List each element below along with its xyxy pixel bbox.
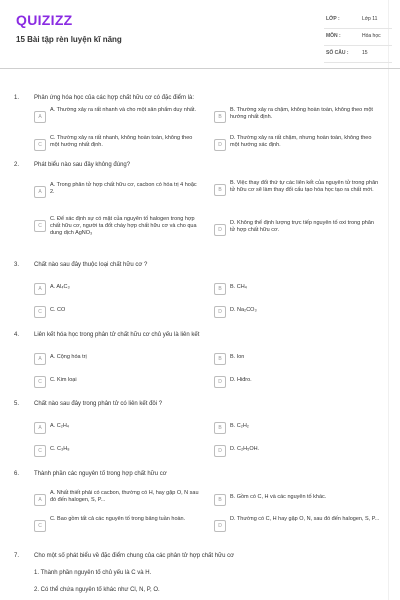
option-text: C. C₃H₈ [50, 446, 70, 452]
option-letter: D [214, 376, 226, 388]
option-text: D. Na₂CO₃ [230, 307, 257, 313]
option-letter: B [214, 422, 226, 434]
option-letter: A [34, 422, 46, 434]
statement-1: 1. Thành phần nguyên tố chủ yếu là C và H. [34, 570, 152, 576]
option-text: C. Bao gồm tất cả các nguyên tố trong bảng tuần hoàn. [50, 516, 186, 522]
option-text: A. Cộng hóa trị [50, 354, 87, 360]
question-number: 3. [14, 262, 20, 268]
option-letter: A [34, 186, 46, 198]
margin-line [388, 0, 389, 600]
option-text: B. Thường xảy ra chậm, không hoàn toàn, không theo một hướng nhất định. [230, 107, 373, 120]
option-text: A. C₂H₄ [50, 423, 70, 429]
brand-logo: QUIZIZZ [16, 12, 73, 28]
option-letter: B [214, 111, 226, 123]
meta-value: Hóa học [362, 33, 381, 39]
question-number: 6. [14, 471, 20, 477]
meta-row-socau [324, 46, 392, 63]
option-text: B. Việc thay đổi thứ tự các liên kết của nguyên tử trong phân tử hữu cơ sẽ làm thay đổi cấu tạo hóa học tạo ra chất mới. [230, 180, 379, 193]
meta-value: 15 [362, 50, 368, 56]
option-text: A. Al₄C₃ [50, 284, 70, 290]
option-text: D. C₂H₅OH. [230, 446, 260, 452]
option-text: C. CO [50, 307, 66, 313]
meta-box [324, 12, 392, 63]
question-number: 5. [14, 401, 20, 407]
option-letter: B [214, 184, 226, 196]
option-letter: A [34, 283, 46, 295]
question-number: 1. [14, 95, 20, 101]
question-text: Chất nào sau đây trong phân tử có liên kết đôi ? [34, 401, 163, 407]
option-letter: D [214, 139, 226, 151]
option-text: C. Để xác định sự có mặt của nguyên tố halogen trong hợp chất hữu cơ, người ta đốt cháy hợp chất hữu cơ và cho qua dung dịch AgNO₃ [50, 216, 197, 236]
question-number: 7. [14, 553, 20, 559]
meta-row-lop [324, 12, 392, 29]
option-text: B. Ion [230, 354, 245, 360]
meta-label: MÔN : [326, 33, 341, 39]
option-letter: D [214, 520, 226, 532]
option-text: B. Gồm có C, H và các nguyên tố khác. [230, 494, 327, 500]
option-text: A. Thường xảy ra rất nhanh và cho một sản phẩm duy nhất. [50, 107, 196, 113]
option-text: A. Nhất thiết phải có cacbon, thường có H, hay gặp O, N sau đó đến halogen, S, P... [50, 490, 199, 503]
option-letter: C [34, 445, 46, 457]
page-title: 15 Bài tập rèn luyện kĩ năng [16, 35, 122, 44]
option-letter: C [34, 520, 46, 532]
question-number: 2. [14, 162, 20, 168]
question-text: Thành phần các nguyên tố trong hợp chất hữu cơ [34, 471, 167, 477]
option-letter: C [34, 139, 46, 151]
option-text: B. CH₄ [230, 284, 247, 290]
option-letter: D [214, 445, 226, 457]
option-letter: C [34, 376, 46, 388]
option-text: D. Hiđro. [230, 377, 252, 383]
option-text: C. Kim loại [50, 377, 77, 383]
question-text: Chất nào sau đây thuộc loại chất hữu cơ ? [34, 262, 148, 268]
option-text: D. Thường xảy ra rất chậm, nhưng hoàn toàn, không theo một hướng xác định. [230, 135, 372, 148]
meta-label: LỚP : [326, 16, 340, 22]
option-letter: C [34, 220, 46, 232]
option-text: D. Không thể định lượng trực tiếp nguyên tố oxi trong phân tử hợp chất hữu cơ. [230, 220, 374, 233]
option-letter: B [214, 353, 226, 365]
option-letter: A [34, 111, 46, 123]
question-text: Phát biểu nào sau đây không đúng? [34, 162, 131, 168]
meta-value: Lớp 11 [362, 16, 378, 22]
question-text: Cho một số phát biểu về đặc điểm chung của các phân tử hợp chất hữu cơ [34, 553, 235, 559]
question-number: 4. [14, 332, 20, 338]
meta-row-mon [324, 29, 392, 46]
option-letter: A [34, 353, 46, 365]
question-text: Liên kết hóa học trong phân tử chất hữu cơ chủ yếu là liên kết [34, 332, 200, 338]
header [0, 0, 400, 69]
meta-label: SỐ CÂU : [326, 50, 349, 56]
option-text: C. Thường xảy ra rất nhanh, không hoàn toàn, không theo một hướng nhất định. [50, 135, 193, 148]
option-text: D. Thường có C, H hay gặp O, N, sau đó đến halogen, S, P... [230, 516, 380, 522]
option-text: A. Trong phân tử hợp chất hữu cơ, cacbon có hóa trị 4 hoặc 2. [50, 182, 197, 195]
option-letter: A [34, 494, 46, 506]
option-letter: D [214, 224, 226, 236]
option-letter: B [214, 283, 226, 295]
option-letter: D [214, 306, 226, 318]
option-letter: B [214, 494, 226, 506]
question-text: Phản ứng hóa học của các hợp chất hữu cơ có đặc điểm là: [34, 95, 194, 101]
option-text: B. C₂H₂ [230, 423, 249, 429]
statement-2: 2. Có thể chứa nguyên tố khác như Cl, N, P, O. [34, 587, 160, 593]
option-letter: C [34, 306, 46, 318]
